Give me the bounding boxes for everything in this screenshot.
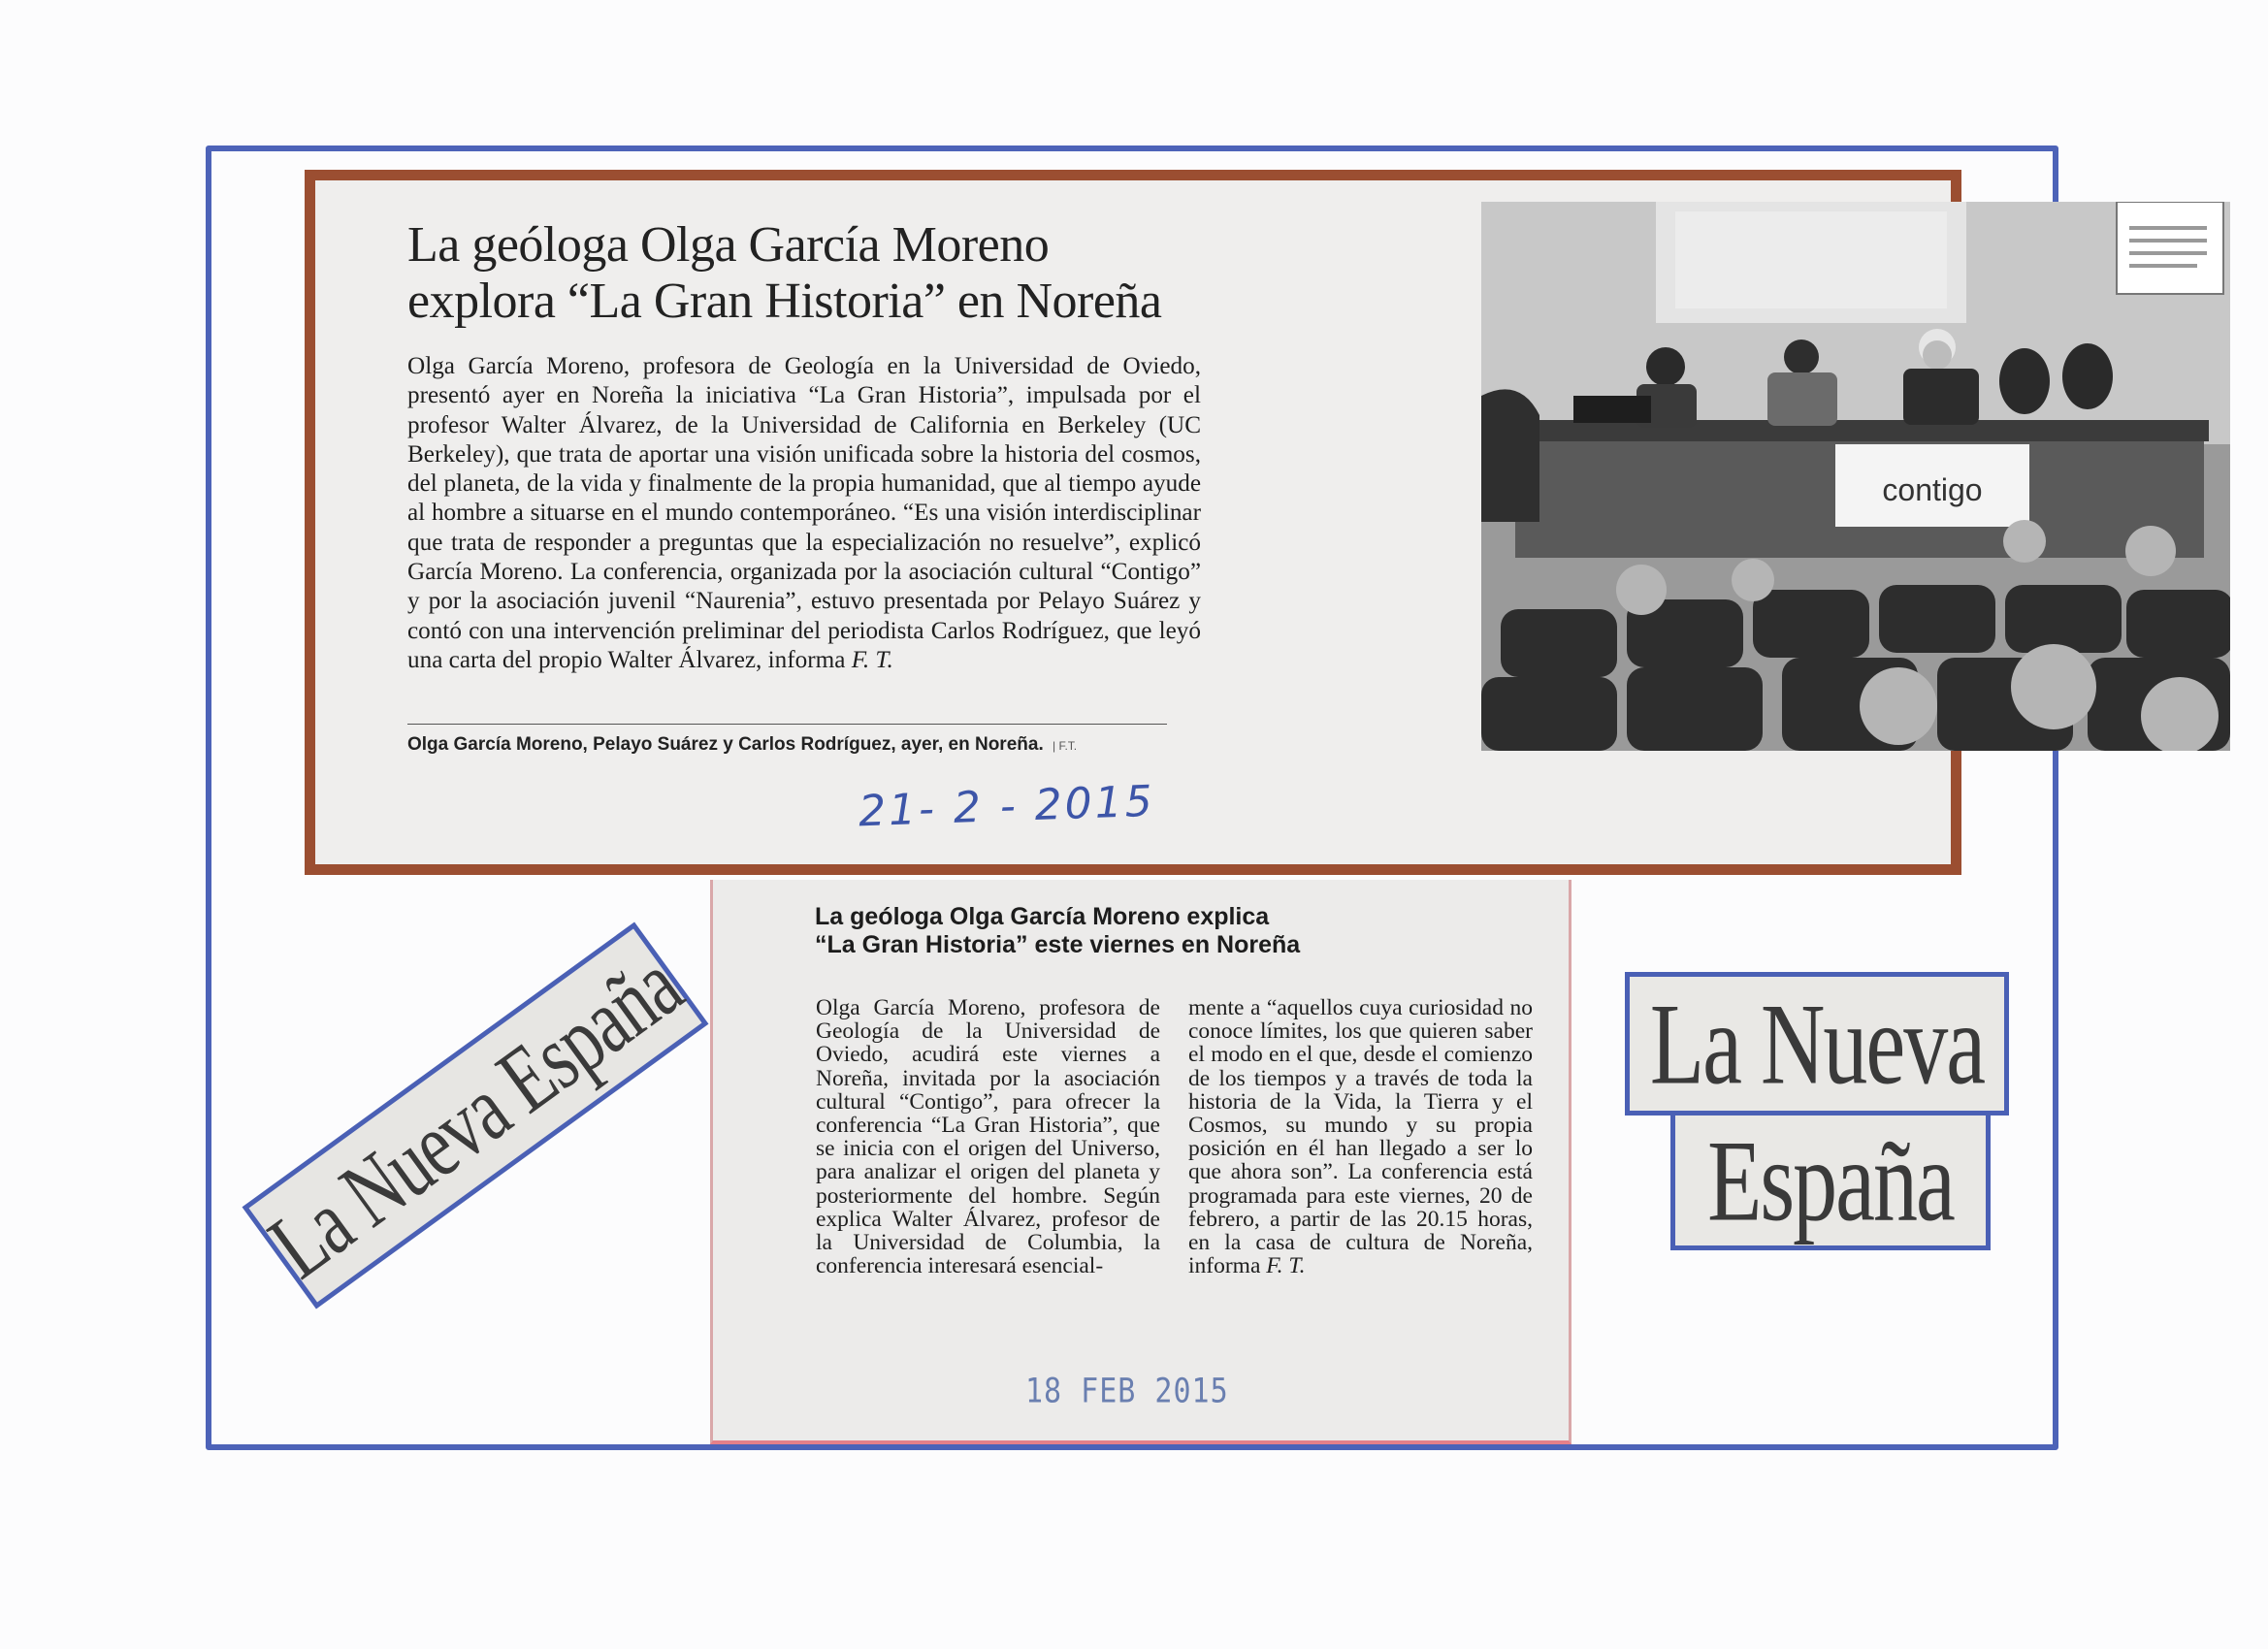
handwritten-date: 21- 2 - 2015 [858, 776, 1156, 837]
masthead-left-text: La Nueva España [250, 931, 699, 1298]
masthead-right-line2: España [1707, 1116, 1954, 1245]
masthead-right-line1: La Nueva [1649, 979, 1985, 1109]
top-headline-line2: explora “La Gran Historia” en Noreña [407, 274, 1162, 329]
top-headline [407, 217, 1203, 330]
bottom-headline-line2: “La Gran Historia” este viernes en Noreña [815, 931, 1301, 958]
bottom-headline [815, 903, 1494, 959]
top-article-signature: F. T. [851, 646, 893, 673]
masthead-right-top [1625, 972, 2009, 1116]
top-article-text: Olga García Moreno, profesora de Geología en la Universidad de Oviedo, presentó ayer en Noreña la iniciativa “La Gran Historia”, impulsada por el profesor Walter Álvarez, de la Universidad de California en Berkeley (UC Berkeley), que trata de aportar una visión unificada sobre la historia del cosmos, del planeta, de la vida y finalmente de la propia humanidad, que al tiempo ayude al hombre a situarse en el mundo contemporáneo. “Es una visión interdisciplinar que trata de responder a preguntas que la especialización no resuelve”, explicó García Moreno. La conferencia, organizada por la asociación cultural “Contigo” y por la asociación juvenil “Naurenia”, estuvo presentada por Pelayo Suárez y contó con una intervención preliminar del periodista Carlos Rodríguez, que leyó una carta del propio Walter Álvarez, informa [407, 353, 1201, 673]
bottom-article-signature: F. T. [1266, 1253, 1306, 1279]
date-stamp: 18 FEB 2015 [1025, 1372, 1229, 1411]
top-headline-line1: La geóloga Olga García Moreno [407, 217, 1050, 273]
photo-caption [407, 734, 1203, 756]
bottom-article-column-2 [1188, 996, 1533, 1277]
caption-rule [407, 724, 1167, 725]
top-clipping [305, 170, 1983, 875]
masthead-right-bottom [1670, 1111, 1991, 1250]
top-article-body [407, 352, 1201, 675]
photo-caption-text: Olga García Moreno, Pelayo Suárez y Carlos Rodríguez, ayer, en Noreña. [407, 734, 1044, 755]
photo-credit: | F.T. [1053, 739, 1078, 753]
bottom-clipping [710, 880, 1571, 1444]
conference-photo [1481, 202, 2230, 751]
bottom-headline-line1: La geóloga Olga García Moreno explica [815, 903, 1270, 930]
conference-photo-illustration [1481, 202, 2230, 751]
bottom-article-column-1: Olga García Moreno, profesora de Geología de la Universidad de Oviedo, acudirá este viernes a Noreña, invitada por la asociación cultural “Contigo”, para ofrecer la conferencia “La Gran Historia”, que se inicia con el origen del Universo, para analizar el origen del planeta y posteriormente del hombre. Según explica Walter Álvarez, profesor de la Universidad de Columbia, la conferencia interesará esencial- [816, 995, 1160, 1279]
banner-text: contigo [1882, 472, 1983, 507]
bottom-article-column-2-text: mente a “aquellos cuya curiosidad no conoce límites, los que quieren saber el modo en el que, desde el comienzo de los tiempos y a través de toda la historia de la Vida, la Tierra y el Cosmos, su mundo y su propia posición en él han llegado a ser lo que ahora son”. La conferencia está programada para este viernes, 20 de febrero, a partir de las 20.15 horas, en la casa de cultura de Noreña, informa [1188, 995, 1533, 1279]
